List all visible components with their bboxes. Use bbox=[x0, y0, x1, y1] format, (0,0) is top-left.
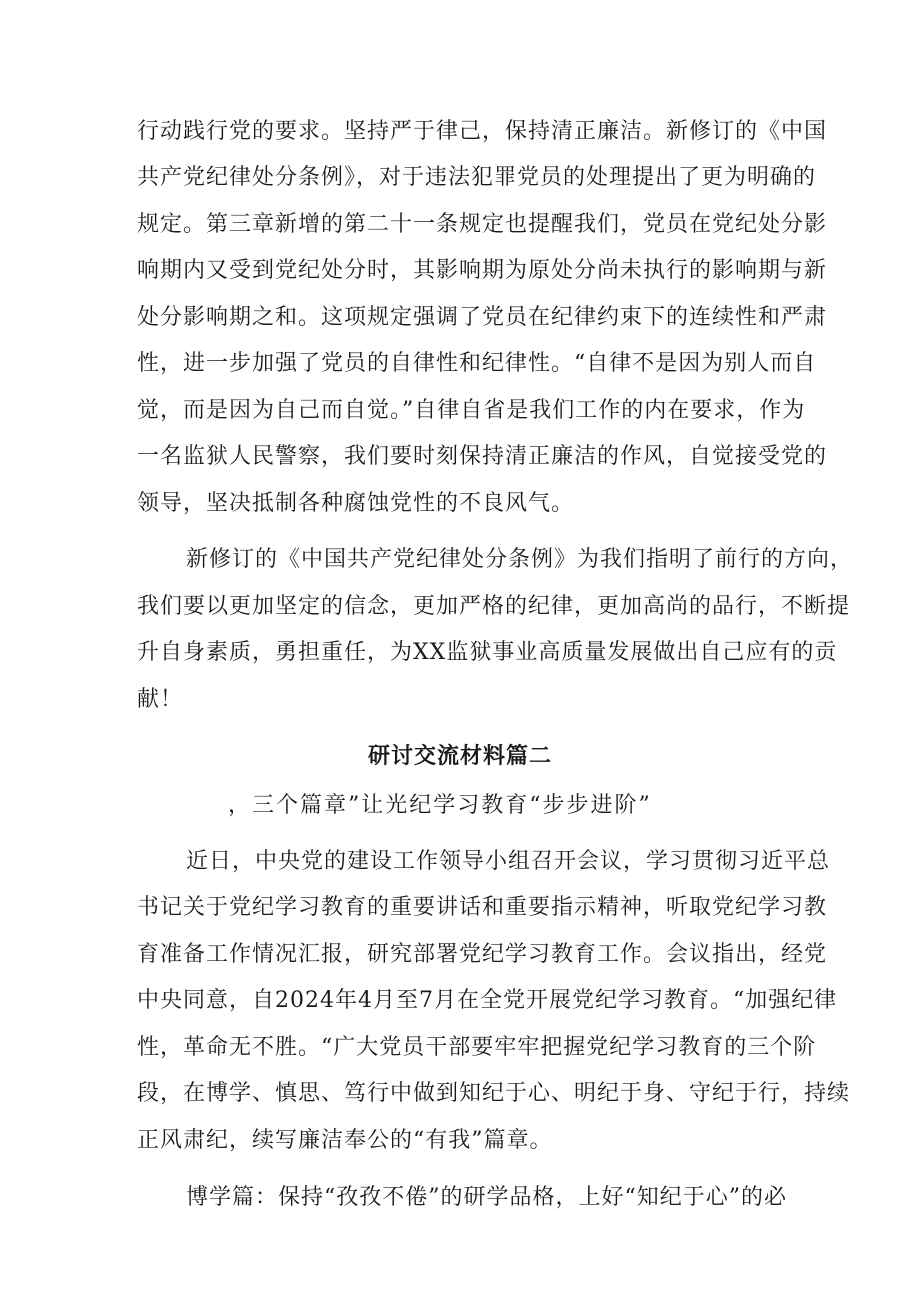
paragraph-line: 响期内又受到党纪处分时，其影响期为原处分尚未执行的影响期与新 bbox=[137, 258, 828, 283]
paragraph-line: 觉，而是因为自己而自觉。”自律自省是我们工作的内在要求，作为 bbox=[137, 398, 806, 423]
paragraph-line: 近日，中央党的建设工作领导小组召开会议，学习贯彻习近平总 bbox=[186, 849, 831, 874]
paragraph-line: 性，革命无不胜。“广大党员干部要牢牢把握党纪学习教育的三个阶 bbox=[137, 1035, 817, 1060]
paragraph-line: 博学篇：保持“孜孜不倦”的研学品格，上好“知纪于心”的必 bbox=[186, 1185, 787, 1210]
section-subtitle: ，三个篇章”让光纪学习教育“步步进阶” bbox=[228, 793, 652, 818]
paragraph-line: 一名监狱人民警察，我们要时刻保持清正廉洁的作风，自觉接受党的 bbox=[137, 444, 828, 469]
paragraph-line: 领导，坚决抵制各种腐蚀党性的不良风气。 bbox=[137, 491, 575, 516]
paragraph-line: 献！ bbox=[137, 687, 184, 712]
paragraph-line: 规定。第三章新增的第二十一条规定也提醒我们，党员在党纪处分影 bbox=[137, 212, 828, 237]
paragraph-line: 升自身素质，勇担重任，为XX监狱事业高质量发展做出自己应有的贡 bbox=[137, 640, 838, 665]
paragraph-line: 书记关于党纪学习教育的重要讲话和重要指示精神，听取党纪学习教 bbox=[137, 895, 828, 920]
paragraph-line: 行动践行党的要求。坚持严于律己，保持清正廉洁。新修订的《中国 bbox=[137, 119, 828, 144]
paragraph-line: 新修订的《中国共产党纪律处分条例》为我们指明了前行的方向， bbox=[186, 547, 854, 572]
section-title: 研讨交流材料篇二 bbox=[367, 743, 552, 769]
paragraph-line: 育准备工作情况汇报，研究部署党纪学习教育工作。会议指出，经党 bbox=[137, 942, 828, 967]
paragraph-line: 处分影响期之和。这项规定强调了党员在纪律约束下的连续性和严肃 bbox=[137, 305, 828, 330]
paragraph-line: 我们要以更加坚定的信念，更加严格的纪律，更加高尚的品行，不断提 bbox=[137, 594, 851, 619]
paragraph-line: 中央同意，自2024年4月至7月在全党开展党纪学习教育。“加强纪律 bbox=[137, 988, 838, 1013]
paragraph-line: 正风肃纪，续写廉洁奉公的“有我”篇章。 bbox=[137, 1128, 553, 1153]
paragraph-line: 性，进一步加强了党员的自律性和纪律性。“自律不是因为别人而自 bbox=[137, 351, 817, 376]
paragraph-line: 段，在博学、慎思、笃行中做到知纪于心、明纪于身、守纪于行，持续 bbox=[137, 1081, 851, 1106]
paragraph-line: 共产党纪律处分条例》，对于违法犯罪党员的处理提出了更为明确的 bbox=[137, 165, 817, 190]
